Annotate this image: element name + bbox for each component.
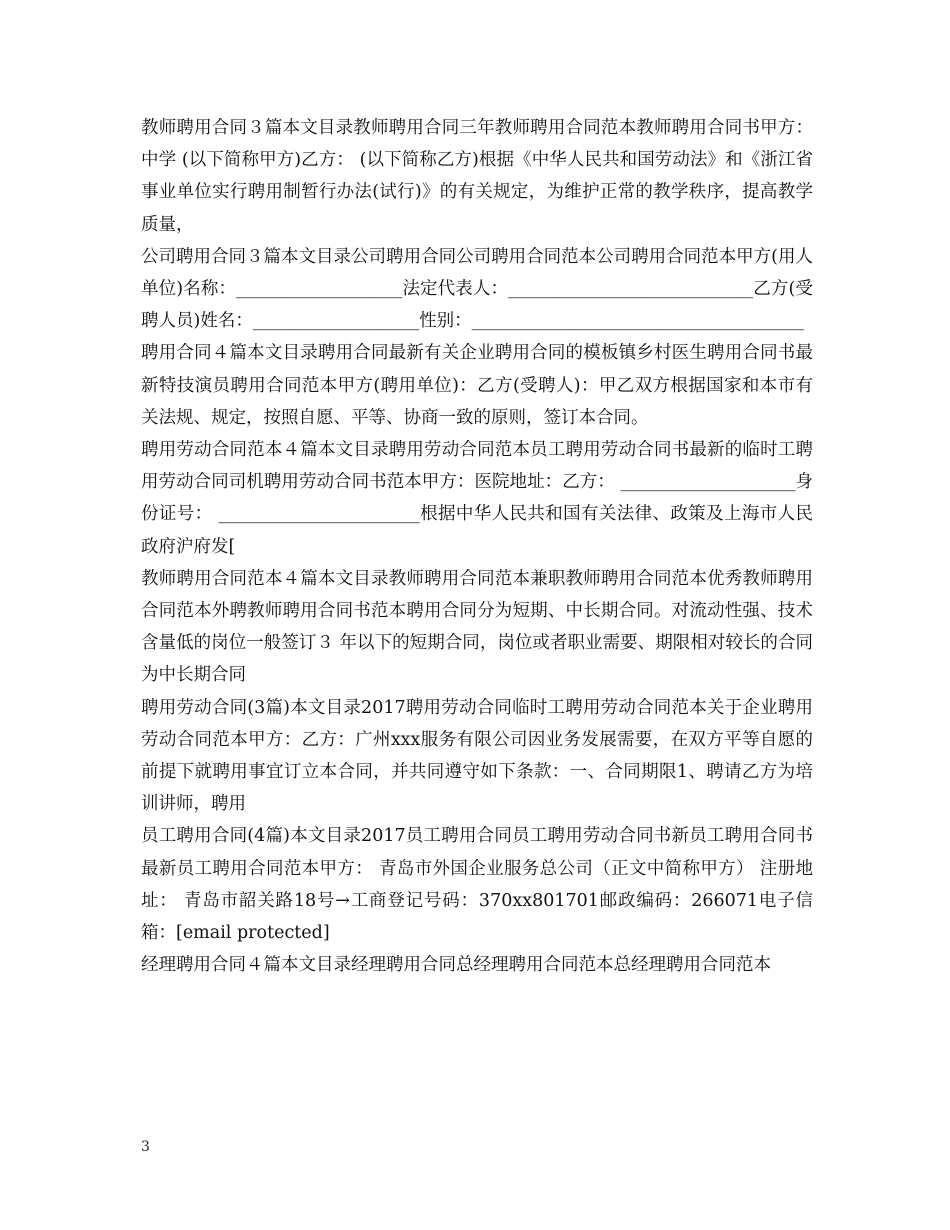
paragraph-labor-contract-3: 聘用劳动合同(3篇)本文目录2017聘用劳动合同临时工聘用劳动合同范本关于企业聘用劳动合同范本甲方：乙方：广州xxx服务有限公司因业务发展需要，在双方平等自愿的前提下就聘用事宜订立本合同，并共同遵守如下条款：一、合同期限1、聘请乙方为培训讲师，聘用	[141, 697, 813, 815]
page-number: 3	[141, 1139, 150, 1155]
paragraph-company-contract: 公司聘用合同３篇本文目录公司聘用合同公司聘用合同范本公司聘用合同范本甲方(用人单位)名称：___________________法定代表人：____________________________乙方(受聘人员)姓名：___________________性别：______________________________________	[141, 246, 813, 332]
paragraph-staff-contract-4: 员工聘用合同(4篇)本文目录2017员工聘用合同员工聘用劳动合同书新员工聘用合同书最新员工聘用合同范本甲方： 青岛市外国企业服务总公司（正文中简称甲方） 注册地址： 青岛市韶关路18号→工商登记号码：370xx801701邮政编码：266071电子信箱：[email protected]	[141, 826, 813, 944]
paragraph-teacher-contract: 教师聘用合同３篇本文目录教师聘用合同三年教师聘用合同范本教师聘用合同书甲方：中学 (以下简称甲方)乙方： (以下简称乙方)根据《中华人民共和国劳动法》和《浙江省事业单位实行聘用制暂行办法(试行)》的有关规定，为维护正常的教学秩序，提高教学质量，	[141, 118, 813, 235]
paragraph-teacher-contract-template: 教师聘用合同范本４篇本文目录教师聘用合同范本兼职教师聘用合同范本优秀教师聘用合同范本外聘教师聘用合同书范本聘用合同分为短期、中长期合同。对流动性强、技术含量低的岗位一般签订３ 年以下的短期合同，岗位或者职业需要、期限相对较长的合同为中长期合同	[141, 568, 813, 686]
paragraph-labor-contract-template: 聘用劳动合同范本４篇本文目录聘用劳动合同范本员工聘用劳动合同书最新的临时工聘用劳动合同司机聘用劳动合同书范本甲方：医院地址：乙方： ____________________身份证号： _______________________根据中华人民共和国有关法律、政策及上海市人民政府沪府发[	[141, 440, 813, 557]
paragraph-employment-contract: 聘用合同４篇本文目录聘用合同最新有关企业聘用合同的模板镇乡村医生聘用合同书最新特技演员聘用合同范本甲方(聘用单位)：乙方(受聘人)：甲乙双方根据国家和本市有关法规、规定，按照自愿、平等、协商一致的原则，签订本合同。	[141, 343, 813, 428]
document-body	[141, 112, 813, 981]
paragraph-manager-contract: 经理聘用合同４篇本文目录经理聘用合同总经理聘用合同范本总经理聘用合同范本	[141, 955, 771, 976]
